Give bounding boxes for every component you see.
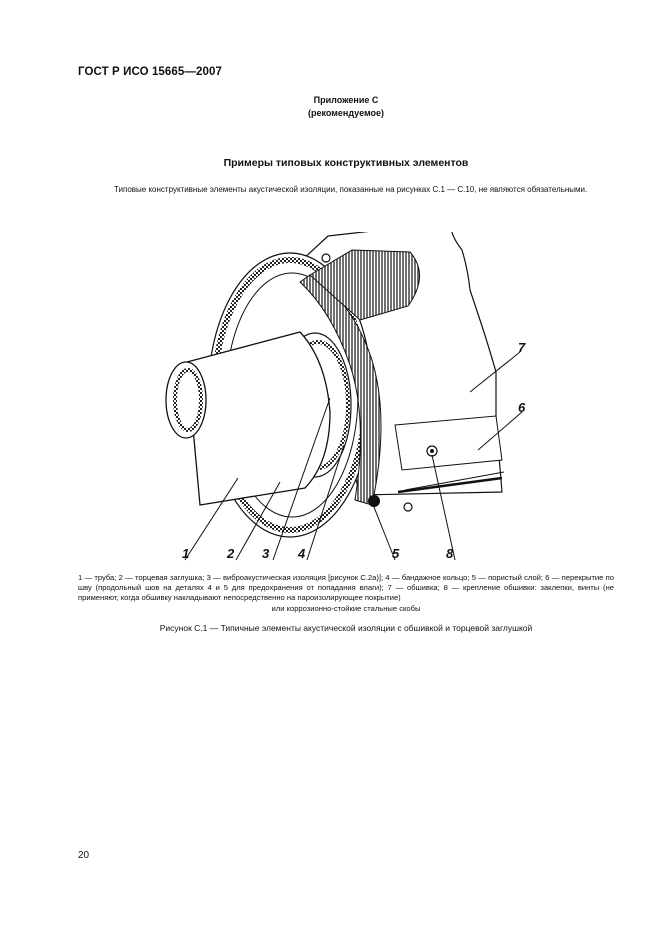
section-heading: Примеры типовых конструктивных элементов — [223, 157, 469, 169]
rivet — [404, 503, 412, 511]
page-number: 20 — [78, 850, 90, 861]
rivet — [322, 254, 330, 262]
callout-5: 5 — [392, 546, 400, 561]
callout-1: 1 — [182, 546, 190, 561]
callout-7: 7 — [518, 340, 526, 355]
document-header: ГОСТ Р ИСО 15665—2007 — [78, 66, 223, 78]
callout-8: 8 — [446, 546, 454, 561]
figure-legend — [78, 573, 614, 614]
figure-insulation-drawing — [150, 232, 530, 572]
intro-paragraph: Типовые конструктивные элементы акустической изоляции, показанные на рисунках С.1 — С.10, не являются обязательными. — [114, 185, 588, 194]
porous-layer-marker — [368, 495, 380, 507]
callout-4: 4 — [298, 546, 306, 561]
callout-2: 2 — [227, 546, 235, 561]
callout-6: 6 — [518, 400, 526, 415]
appendix-title — [0, 94, 661, 120]
callout-3: 3 — [262, 546, 270, 561]
appendix-label: Приложение С — [313, 95, 379, 105]
appendix-status: (рекомендуемое) — [308, 108, 384, 118]
legend-text: 1 — труба; 2 — торцевая заглушка; 3 — виброакустическая изоляция [рисунок С.2а)]; 4 — бандажное кольцо; 5 — пористый слой; 6 — перекрытие по шву (продольный шов на деталях 4 и 5 для предохранения от попадания влаги); 7 — обшивка; 8 — крепление обшивки: заклепки, винты (не применяют, когда обшивку накладывают непосредственно на пароизолирующее покрытие) — [78, 573, 614, 603]
pipe — [187, 332, 330, 505]
figure-caption: Рисунок С.1 — Типичные элементы акустической изоляции с обшивкой и торцевой заглушкой — [159, 623, 533, 633]
legend-text-last: или коррозионно-стойкие стальные скобы — [271, 603, 421, 613]
